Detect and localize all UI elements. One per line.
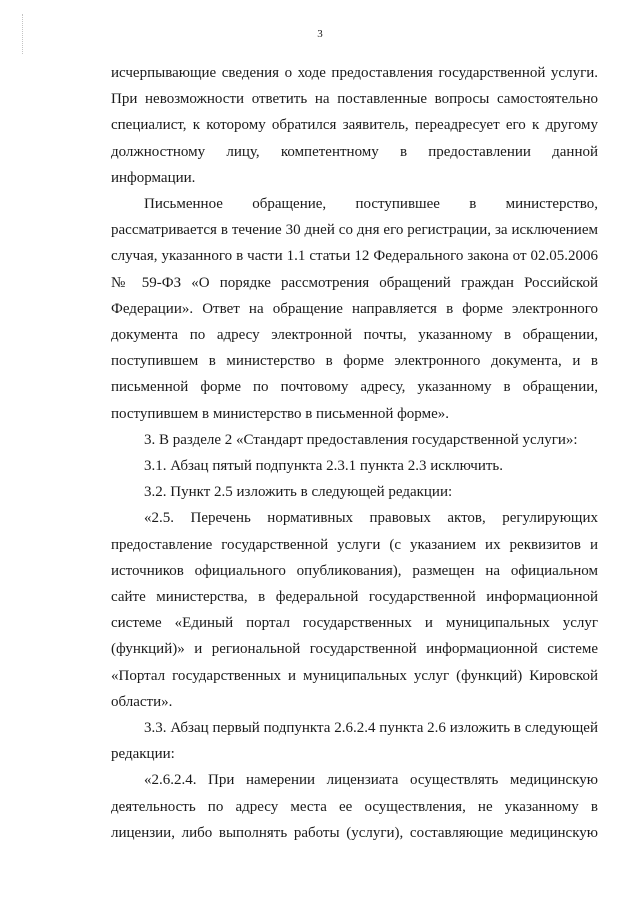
paragraph-7: 3.3. Абзац первый подпункта 2.6.2.4 пункта 2.6 изложить в следующей редакции: — [111, 720, 598, 763]
paragraph-2: Письменное обращение, поступившее в министерство, рассматривается в течение 30 дней со дня его регистрации, за исключением случая, указанного в части 1.1 статьи 12 Федерального закона от 02.05.2006 № 59-ФЗ «О порядке рассмотрения обращений граждан Российской Федерации». Ответ на обращение направляется в форме электронного документа по адресу электронной почты, указанному в обращении, поступившем в министерство в форме электронного документа, и в письменной форме по почтовому адресу, указанному в обращении, поступившем в министерство в письменной форме». — [111, 196, 598, 422]
paragraph-4: 3.1. Абзац пятый подпункта 2.3.1 пункта 2.3 исключить. — [144, 458, 504, 475]
paragraph-1: исчерпывающие сведения о ходе предоставления государственной услуги. При невозможности ответить на поставленные вопросы самостоятельно специалист, к которому обратился заявитель, переадресует его к другому должностному лицу, компетентному в предоставлении данной информации. — [111, 65, 598, 186]
paragraph-6: «2.5. Перечень нормативных правовых актов, регулирующих предоставление государственной услуги (с указанием их реквизитов и источников официального опубликования), размещен на официальном сайте министерства, в федеральной государственной информационной системе «Единый портал государственных и муниципальных услуг (функций)» и региональной государственной информационной системе «Портал государственных и муниципальных услуг (функций) Кировской области». — [111, 510, 598, 710]
paragraph-8: «2.6.2.4. При намерении лицензиата осуществлять медицинскую деятельность по адресу места ее осуществления, не указанному в лицензии, либо выполнять работы (услуги), составляющие медицинскую — [111, 772, 598, 841]
page-number: 3 — [317, 28, 323, 40]
document-body — [111, 60, 598, 846]
paragraph-5: 3.2. Пункт 2.5 изложить в следующей редакции: — [144, 484, 453, 501]
paragraph-3: 3. В разделе 2 «Стандарт предоставления государственной услуги»: — [144, 431, 578, 448]
